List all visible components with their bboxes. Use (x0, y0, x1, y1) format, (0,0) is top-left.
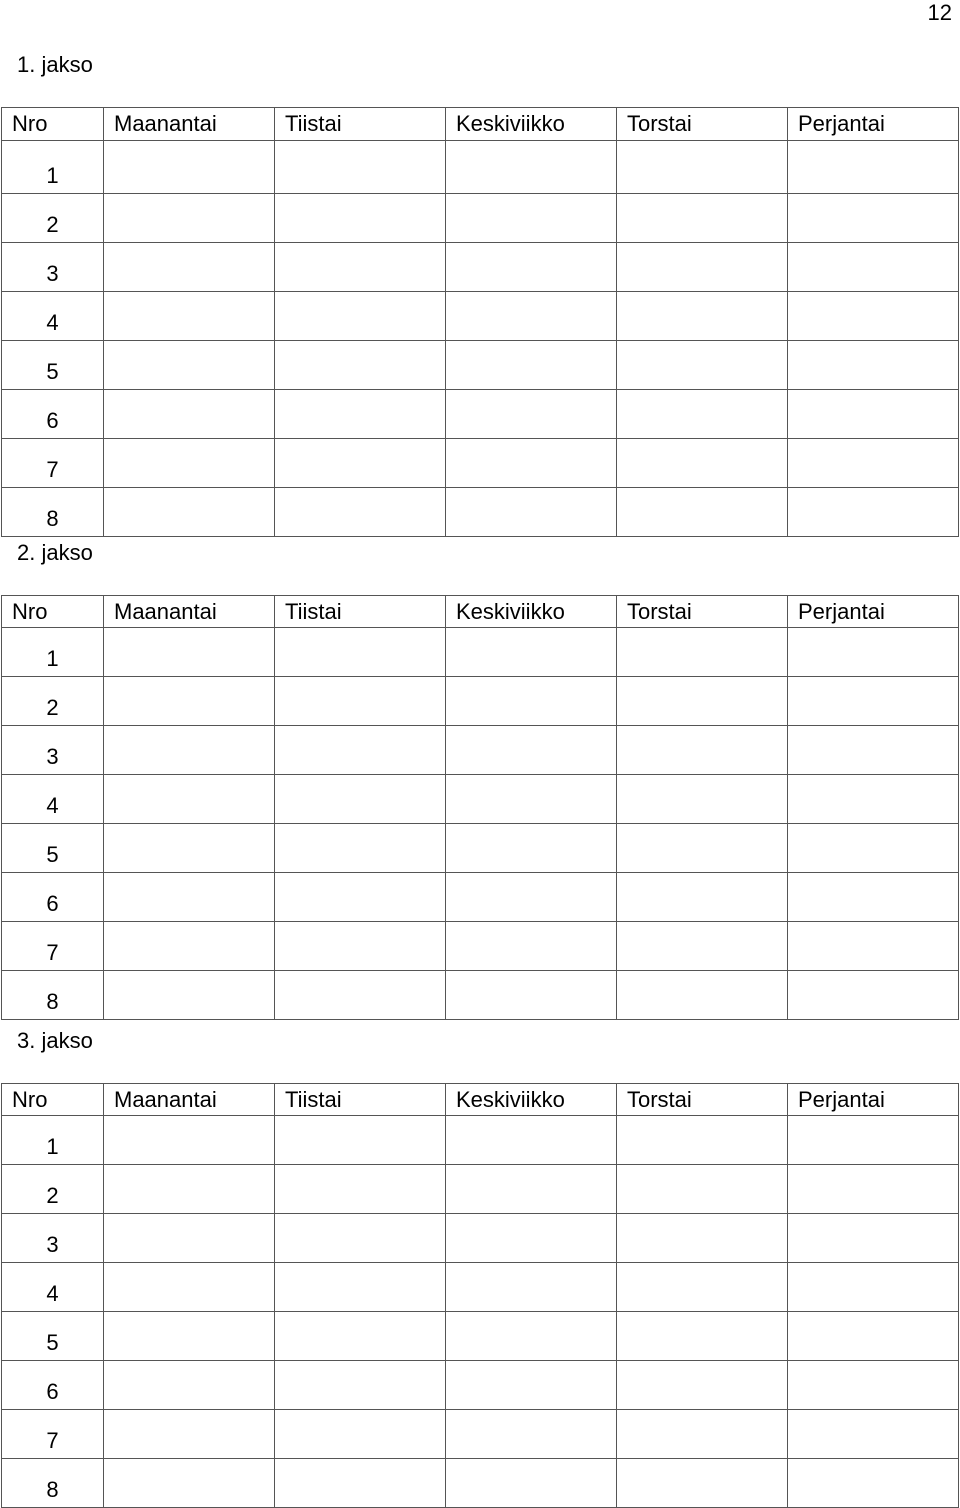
cell[interactable] (275, 390, 446, 439)
header-tuesday: Tiistai (275, 596, 446, 628)
row-number: 4 (2, 292, 104, 341)
cell[interactable] (788, 824, 959, 873)
header-wednesday: Keskiviikko (446, 108, 617, 141)
row-number: 6 (2, 873, 104, 922)
cell[interactable] (446, 775, 617, 824)
table-row (2, 677, 959, 726)
table-row (2, 243, 959, 292)
cell[interactable] (446, 488, 617, 537)
cell[interactable] (104, 922, 275, 971)
cell[interactable] (617, 873, 788, 922)
header-friday: Perjantai (788, 1084, 959, 1116)
cell[interactable] (275, 1410, 446, 1459)
cell[interactable] (104, 439, 275, 488)
period-2-title: 2. jakso (17, 540, 93, 565)
row-number: 3 (2, 243, 104, 292)
table-row (2, 775, 959, 824)
cell[interactable] (788, 243, 959, 292)
cell[interactable] (275, 775, 446, 824)
cell[interactable] (446, 292, 617, 341)
cell[interactable] (275, 726, 446, 775)
cell[interactable] (617, 1116, 788, 1165)
cell[interactable] (104, 775, 275, 824)
cell[interactable] (617, 488, 788, 537)
cell[interactable] (788, 873, 959, 922)
cell[interactable] (104, 488, 275, 537)
cell[interactable] (617, 726, 788, 775)
header-monday: Maanantai (104, 1084, 275, 1116)
row-number: 6 (2, 390, 104, 439)
cell[interactable] (275, 1361, 446, 1410)
table-row (2, 1214, 959, 1263)
cell[interactable] (617, 194, 788, 243)
cell[interactable] (104, 824, 275, 873)
cell[interactable] (788, 1312, 959, 1361)
cell[interactable] (446, 341, 617, 390)
cell[interactable] (446, 243, 617, 292)
cell[interactable] (788, 488, 959, 537)
table-row (2, 1410, 959, 1459)
cell[interactable] (275, 971, 446, 1020)
cell[interactable] (104, 971, 275, 1020)
row-number: 1 (2, 1116, 104, 1165)
cell[interactable] (788, 1116, 959, 1165)
cell[interactable] (275, 677, 446, 726)
cell[interactable] (617, 141, 788, 194)
cell[interactable] (275, 922, 446, 971)
cell[interactable] (617, 824, 788, 873)
row-number: 2 (2, 1165, 104, 1214)
table-row (2, 1116, 959, 1165)
table-row (2, 873, 959, 922)
cell[interactable] (617, 1361, 788, 1410)
cell[interactable] (617, 1312, 788, 1361)
cell[interactable] (104, 341, 275, 390)
cell[interactable] (446, 1361, 617, 1410)
table-row (2, 194, 959, 243)
cell[interactable] (617, 439, 788, 488)
cell[interactable] (788, 292, 959, 341)
cell[interactable] (275, 341, 446, 390)
cell[interactable] (104, 1214, 275, 1263)
table-row (2, 726, 959, 775)
cell[interactable] (104, 194, 275, 243)
header-wednesday: Keskiviikko (446, 1084, 617, 1116)
cell[interactable] (788, 390, 959, 439)
cell[interactable] (104, 1263, 275, 1312)
cell[interactable] (446, 390, 617, 439)
cell[interactable] (788, 628, 959, 677)
cell[interactable] (446, 1116, 617, 1165)
cell[interactable] (617, 1165, 788, 1214)
cell[interactable] (446, 439, 617, 488)
cell[interactable] (788, 439, 959, 488)
cell[interactable] (104, 1165, 275, 1214)
table-row (2, 292, 959, 341)
cell[interactable] (617, 677, 788, 726)
cell[interactable] (104, 243, 275, 292)
cell[interactable] (617, 243, 788, 292)
cell[interactable] (788, 1165, 959, 1214)
row-number: 4 (2, 775, 104, 824)
cell[interactable] (617, 390, 788, 439)
cell[interactable] (788, 194, 959, 243)
header-thursday: Torstai (617, 1084, 788, 1116)
table-row (2, 141, 959, 194)
cell[interactable] (275, 1214, 446, 1263)
cell[interactable] (788, 775, 959, 824)
table-row (2, 824, 959, 873)
cell[interactable] (104, 1116, 275, 1165)
cell[interactable] (275, 292, 446, 341)
table-row (2, 628, 959, 677)
row-number: 3 (2, 1214, 104, 1263)
cell[interactable] (788, 1214, 959, 1263)
cell[interactable] (446, 1459, 617, 1508)
table-row (2, 922, 959, 971)
table-row (2, 341, 959, 390)
table-row (2, 439, 959, 488)
cell[interactable] (275, 824, 446, 873)
cell[interactable] (617, 292, 788, 341)
cell[interactable] (104, 1410, 275, 1459)
header-wednesday: Keskiviikko (446, 596, 617, 628)
cell[interactable] (617, 1459, 788, 1508)
cell[interactable] (446, 922, 617, 971)
header-nro: Nro (2, 1084, 104, 1116)
row-number: 5 (2, 1312, 104, 1361)
header-row (2, 596, 959, 628)
table-row (2, 1263, 959, 1312)
cell[interactable] (617, 775, 788, 824)
cell[interactable] (446, 824, 617, 873)
table-row (2, 1361, 959, 1410)
cell[interactable] (275, 439, 446, 488)
cell[interactable] (788, 141, 959, 194)
row-number: 1 (2, 141, 104, 194)
table-row (2, 1165, 959, 1214)
row-number: 7 (2, 1410, 104, 1459)
cell[interactable] (446, 1214, 617, 1263)
row-number: 7 (2, 922, 104, 971)
header-row (2, 1084, 959, 1116)
cell[interactable] (446, 141, 617, 194)
cell[interactable] (104, 726, 275, 775)
table-row (2, 390, 959, 439)
cell[interactable] (617, 1410, 788, 1459)
header-nro: Nro (2, 108, 104, 141)
row-number: 7 (2, 439, 104, 488)
period-1-table (1, 107, 959, 537)
cell[interactable] (446, 628, 617, 677)
cell[interactable] (788, 1263, 959, 1312)
cell[interactable] (446, 1263, 617, 1312)
cell[interactable] (788, 341, 959, 390)
row-number: 5 (2, 341, 104, 390)
cell[interactable] (446, 726, 617, 775)
cell[interactable] (104, 1361, 275, 1410)
period-1-title: 1. jakso (17, 52, 93, 77)
row-number: 3 (2, 726, 104, 775)
cell[interactable] (104, 141, 275, 194)
cell[interactable] (617, 1214, 788, 1263)
cell[interactable] (446, 1410, 617, 1459)
row-number: 2 (2, 677, 104, 726)
cell[interactable] (446, 677, 617, 726)
header-friday: Perjantai (788, 596, 959, 628)
cell[interactable] (617, 971, 788, 1020)
header-row (2, 108, 959, 141)
cell[interactable] (788, 677, 959, 726)
row-number: 8 (2, 1459, 104, 1508)
cell[interactable] (275, 1263, 446, 1312)
cell[interactable] (275, 1459, 446, 1508)
header-thursday: Torstai (617, 596, 788, 628)
cell[interactable] (617, 922, 788, 971)
header-thursday: Torstai (617, 108, 788, 141)
period-2-table (1, 595, 959, 1020)
cell[interactable] (446, 1165, 617, 1214)
row-number: 1 (2, 628, 104, 677)
cell[interactable] (275, 194, 446, 243)
cell[interactable] (275, 488, 446, 537)
header-monday: Maanantai (104, 596, 275, 628)
cell[interactable] (446, 971, 617, 1020)
cell[interactable] (788, 922, 959, 971)
cell[interactable] (617, 341, 788, 390)
row-number: 2 (2, 194, 104, 243)
header-nro: Nro (2, 596, 104, 628)
cell[interactable] (275, 141, 446, 194)
row-number: 6 (2, 1361, 104, 1410)
cell[interactable] (275, 873, 446, 922)
cell[interactable] (104, 677, 275, 726)
cell[interactable] (104, 1459, 275, 1508)
cell[interactable] (104, 1312, 275, 1361)
header-tuesday: Tiistai (275, 1084, 446, 1116)
cell[interactable] (275, 628, 446, 677)
page-number: 12 (927, 0, 952, 25)
cell[interactable] (617, 628, 788, 677)
header-monday: Maanantai (104, 108, 275, 141)
cell[interactable] (617, 1263, 788, 1312)
cell[interactable] (788, 1361, 959, 1410)
table-row (2, 488, 959, 537)
row-number: 5 (2, 824, 104, 873)
period-3-title: 3. jakso (17, 1028, 93, 1053)
row-number: 8 (2, 488, 104, 537)
cell[interactable] (104, 390, 275, 439)
cell[interactable] (104, 873, 275, 922)
cell[interactable] (275, 1116, 446, 1165)
cell[interactable] (446, 1312, 617, 1361)
row-number: 8 (2, 971, 104, 1020)
table-row (2, 971, 959, 1020)
header-tuesday: Tiistai (275, 108, 446, 141)
header-friday: Perjantai (788, 108, 959, 141)
table-row (2, 1459, 959, 1508)
cell[interactable] (104, 628, 275, 677)
cell[interactable] (788, 1459, 959, 1508)
cell[interactable] (275, 1165, 446, 1214)
cell[interactable] (788, 726, 959, 775)
cell[interactable] (788, 971, 959, 1020)
cell[interactable] (446, 873, 617, 922)
row-number: 4 (2, 1263, 104, 1312)
cell[interactable] (446, 194, 617, 243)
period-3-table (1, 1083, 959, 1508)
table-row (2, 1312, 959, 1361)
cell[interactable] (104, 292, 275, 341)
cell[interactable] (788, 1410, 959, 1459)
cell[interactable] (275, 1312, 446, 1361)
cell[interactable] (275, 243, 446, 292)
